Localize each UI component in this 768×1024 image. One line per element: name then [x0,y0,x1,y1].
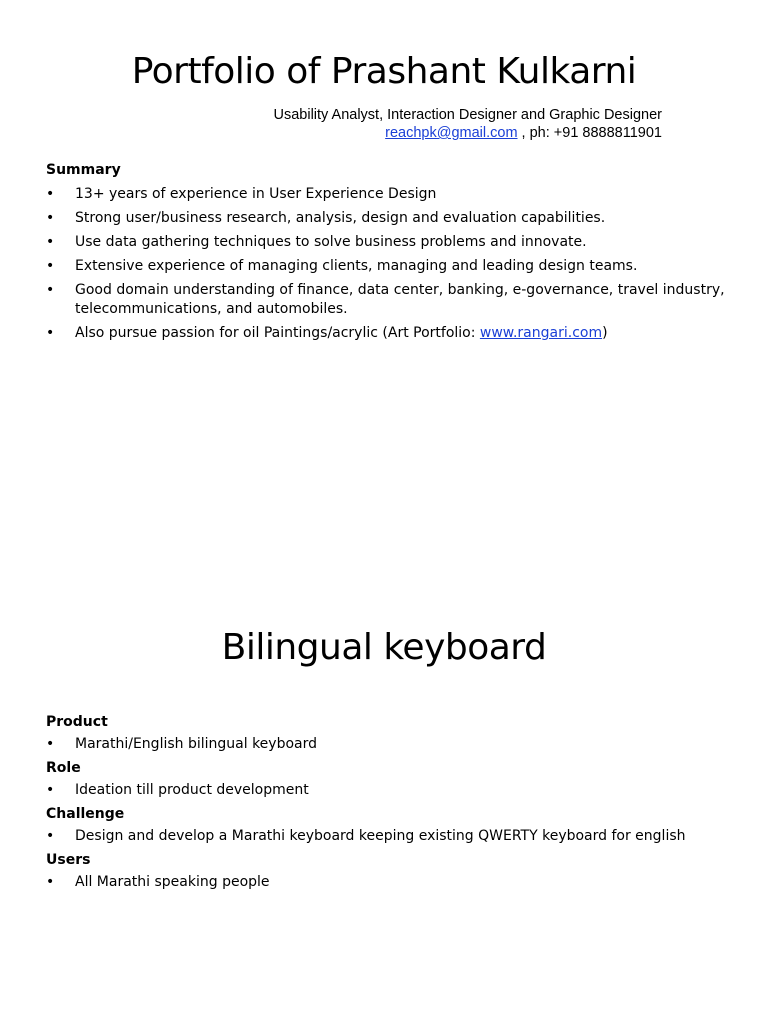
role-list [46,781,736,800]
list-item [46,233,736,252]
list-item-text: Marathi/English bilingual keyboard [75,736,318,752]
contact-line [385,124,662,142]
bullet-icon: • [46,782,55,798]
email-link[interactable]: reachpk@gmail.com [385,125,518,141]
list-item [46,281,736,319]
bullet-icon: • [46,282,55,298]
job-subtitle: Usability Analyst, Interaction Designer and Graphic Designer [273,107,662,123]
role-heading: Role [46,760,81,776]
bullet-icon: • [46,186,55,202]
product-list [46,735,736,754]
list-item-text: Ideation till product development [75,782,309,798]
summary-section [46,160,736,343]
art-suffix: ) [602,325,608,341]
product-heading: Product [46,714,108,730]
bullet-icon: • [46,828,55,844]
users-heading: Users [46,852,91,868]
list-item-art [46,324,736,343]
art-portfolio-link[interactable]: www.rangari.com [479,325,603,341]
challenge-list [46,827,736,846]
bullet-icon: • [46,210,55,226]
summary-list [46,185,736,343]
list-item-text: All Marathi speaking people [75,874,270,890]
bullet-icon: • [46,736,55,752]
page-title: Portfolio of Prashant Kulkarni [131,51,637,92]
list-item-text: Use data gathering techniques to solve business problems and innovate. [75,234,587,250]
list-item-text: 13+ years of experience in User Experience Design [75,186,437,202]
list-item-text: Design and develop a Marathi keyboard keeping existing QWERTY keyboard for english [75,828,686,844]
summary-heading: Summary [46,162,121,178]
users-list [46,873,736,892]
art-prefix: Also pursue passion for oil Paintings/acrylic (Art Portfolio: [75,325,480,341]
list-item [46,209,736,228]
list-item-text: Extensive experience of managing clients, managing and leading design teams. [75,258,638,274]
project-details [46,712,736,896]
slide-title: Bilingual keyboard [221,627,547,668]
bullet-icon: • [46,325,55,341]
list-item [46,185,736,204]
list-item-text: Good domain understanding of finance, data center, banking, e-governance, travel industry, telecommunications, and automobiles. [75,282,725,317]
bullet-icon: • [46,234,55,250]
bullet-icon: • [46,258,55,274]
phone-text: , ph: +91 8888811901 [517,125,662,141]
challenge-heading: Challenge [46,806,125,822]
list-item-text: Strong user/business research, analysis, design and evaluation capabilities. [75,210,606,226]
list-item [46,735,736,754]
list-item [46,257,736,276]
slide-bilingual-keyboard [0,512,768,1024]
list-item [46,873,736,892]
list-item [46,827,736,846]
bullet-icon: • [46,874,55,890]
list-item [46,781,736,800]
